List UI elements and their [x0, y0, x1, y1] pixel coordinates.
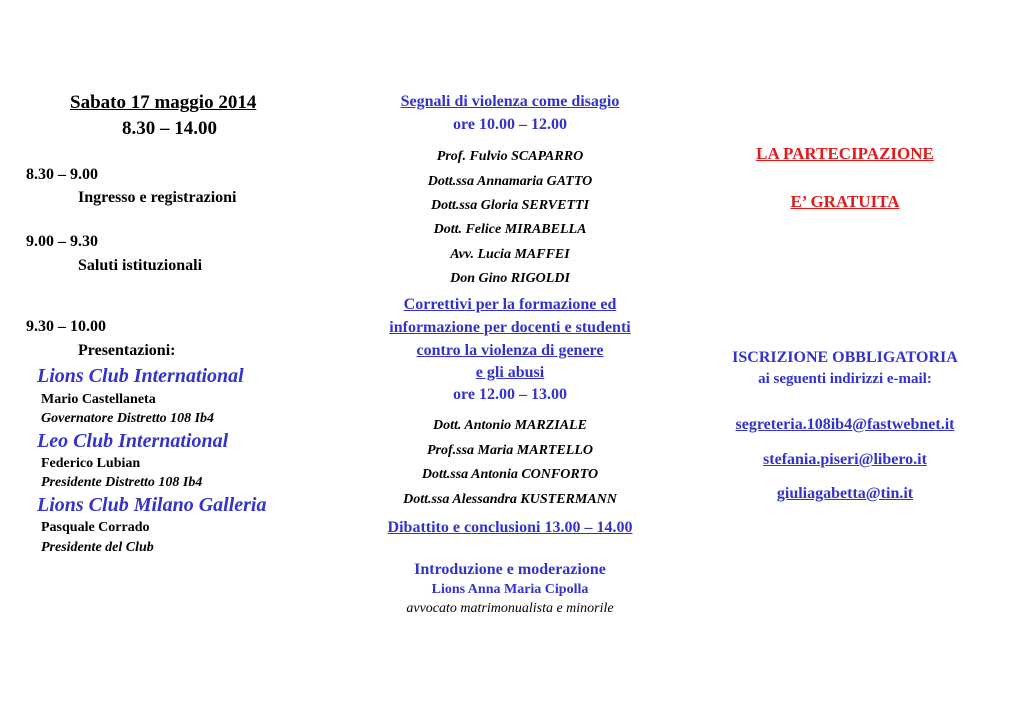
- schedule-time-2: 9.00 – 9.30: [26, 233, 98, 250]
- session2-title-line-2: informazione per docenti e studenti: [389, 319, 631, 336]
- club-person-2: Federico Lubian: [41, 456, 141, 471]
- session2-title-line-3: contro la violenza di genere: [416, 342, 604, 359]
- club-person-3: Pasquale Corrado: [41, 520, 150, 535]
- speaker: Dott.ssa Gloria SERVETTI: [430, 198, 590, 213]
- participation-line-2: E’ GRATUITA: [790, 192, 900, 211]
- schedule-time-1: 8.30 – 9.00: [26, 166, 98, 183]
- speaker: Prof.ssa Maria MARTELLO: [426, 443, 594, 458]
- speaker: Dott. Antonio MARZIALE: [433, 418, 587, 433]
- email-link-gabetta[interactable]: giuliagabetta@tin.it: [776, 485, 914, 502]
- moderator-name: Lions Anna Maria Cipolla: [431, 582, 589, 597]
- club-role-1: Governatore Distretto 108 Ib4: [41, 411, 215, 426]
- club-name-3: Lions Club Milano Galleria: [37, 494, 267, 516]
- session1-title: Segnali di violenza come disagio: [400, 93, 620, 110]
- event-hours: 8.30 – 14.00: [122, 118, 217, 139]
- speaker: Dott.ssa Antonia CONFORTO: [421, 467, 599, 482]
- moderation-title: Introduzione e moderazione: [414, 561, 606, 578]
- club-person-1: Mario Castellaneta: [41, 392, 156, 407]
- club-role-2: Presidente Distretto 108 Ib4: [41, 475, 203, 490]
- speaker: Don Gino RIGOLDI: [450, 271, 570, 286]
- closing-session: Dibattito e conclusioni 13.00 – 14.00: [387, 519, 633, 536]
- session1-time: ore 10.00 – 12.00: [453, 116, 567, 133]
- session2-title-line-1: Correttivi per la formazione ed: [403, 296, 617, 313]
- event-date: Sabato 17 maggio 2014: [70, 92, 257, 113]
- email-link-segreteria[interactable]: segreteria.108ib4@fastwebnet.it: [735, 416, 955, 433]
- speaker: Avv. Lucia MAFFEI: [450, 247, 570, 262]
- speaker: Dott. Felice MIRABELLA: [433, 222, 587, 237]
- club-name-2: Leo Club International: [37, 430, 229, 452]
- schedule-desc-1: Ingresso e registrazioni: [78, 189, 237, 206]
- email-link-piseri[interactable]: stefania.piseri@libero.it: [763, 451, 927, 468]
- registration-subtitle: ai seguenti indirizzi e-mail:: [758, 371, 932, 387]
- schedule-desc-2: Saluti istituzionali: [78, 257, 203, 274]
- schedule-desc-3: Presentazioni:: [78, 342, 176, 359]
- registration-title: ISCRIZIONE OBBLIGATORIA: [732, 349, 958, 366]
- speaker: Prof. Fulvio SCAPARRO: [436, 149, 584, 164]
- speaker: Dott.ssa Alessandra KUSTERMANN: [403, 492, 617, 507]
- session2-title-line-4: e gli abusi: [475, 364, 545, 381]
- moderator-role: avvocato matrimonualista e minorile: [406, 601, 614, 616]
- speaker: Dott.ssa Annamaria GATTO: [427, 174, 593, 189]
- session2-time: ore 12.00 – 13.00: [453, 386, 567, 403]
- participation-line-1: LA PARTECIPAZIONE: [756, 144, 934, 163]
- club-name-1: Lions Club International: [37, 365, 244, 387]
- club-role-3: Presidente del Club: [41, 540, 154, 555]
- schedule-time-3: 9.30 – 10.00: [26, 318, 106, 335]
